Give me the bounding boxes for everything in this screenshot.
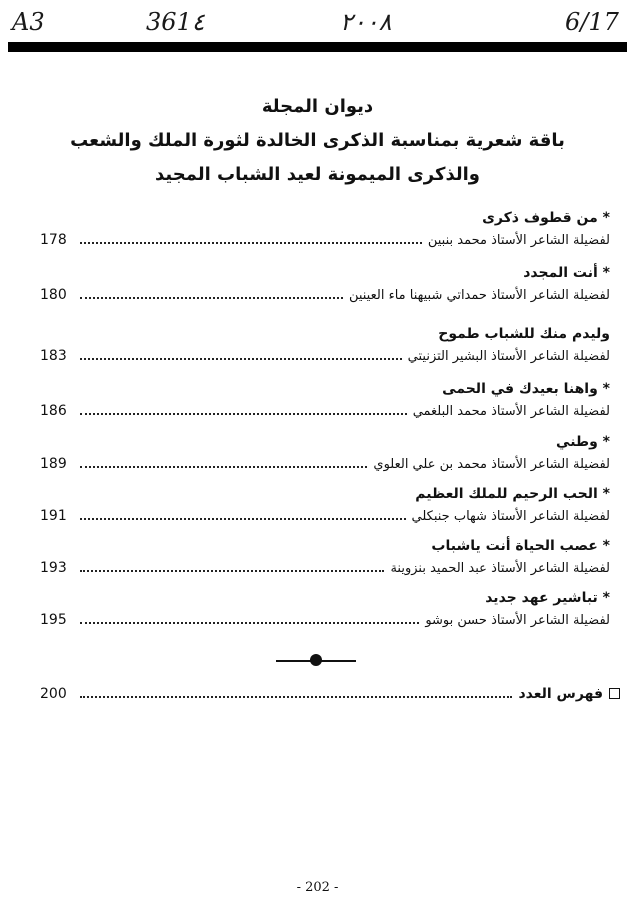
- page-footer-number: - 202 -: [296, 880, 339, 895]
- dot-leader: [80, 466, 367, 468]
- toc-entry[interactable]: [40, 486, 610, 524]
- toc-entry[interactable]: [40, 381, 610, 419]
- page-number: 195: [40, 612, 67, 628]
- poem-title: * وطني: [556, 434, 610, 450]
- dot-leader: [80, 696, 512, 698]
- handwritten-ref: 6/17: [565, 8, 619, 36]
- toc-entry[interactable]: [40, 434, 610, 472]
- toc-entry[interactable]: [40, 210, 610, 248]
- handwritten-code: A3: [12, 8, 45, 36]
- poet-name: لفضيلة الشاعر الأستاذ محمد البلغمي: [412, 404, 610, 419]
- poem-title: * أنت المجدد: [523, 265, 610, 281]
- page-number: 191: [40, 508, 67, 524]
- page-number: 189: [40, 456, 67, 472]
- handwritten-number: 361٤: [146, 8, 205, 36]
- poem-title: * عصب الحياة أنت ياشباب: [431, 538, 610, 554]
- dot-leader: [80, 622, 419, 624]
- poem-title: * من قطوف ذكرى: [482, 210, 610, 226]
- index-label: فهرس العدد: [518, 686, 603, 702]
- section-title: ديوان المجلة: [261, 96, 374, 117]
- poet-name: لفضيلة الشاعر الأستاذ البشير التزنيتي: [407, 349, 610, 364]
- page-number: 186: [40, 403, 67, 419]
- dot-leader: [80, 413, 407, 415]
- dot-leader: [80, 297, 343, 299]
- dot-leader: [80, 518, 406, 520]
- page-number: 193: [40, 560, 67, 576]
- toc-entry[interactable]: [40, 326, 610, 364]
- header-rule: [8, 42, 627, 52]
- separator-dot: [310, 654, 322, 666]
- section-separator: [276, 654, 356, 668]
- poet-name: لفضيلة الشاعر الأستاذ حسن بوشو: [425, 613, 610, 628]
- dot-leader: [80, 570, 384, 572]
- poem-title: * واهنا بعيدك في الحمى: [442, 381, 610, 397]
- dot-leader: [80, 242, 422, 244]
- section-subtitle-2: والذكرى الميمونة لعيد الشباب المجيد: [155, 164, 480, 185]
- square-bullet-icon: [609, 688, 620, 699]
- page-number: 178: [40, 232, 67, 248]
- poet-name: لفضيلة الشاعر الأستاذ شهاب جنبكلي: [411, 509, 610, 524]
- section-subtitle: باقة شعرية بمناسبة الذكرى الخالدة لثورة الملك والشعب: [70, 130, 565, 151]
- index-entry[interactable]: [40, 686, 620, 702]
- poem-title: * الحب الرحيم للملك العظيم: [415, 486, 610, 502]
- poet-name: لفضيلة الشاعر الأستاذ حمداتي شبيهنا ماء العينين: [348, 288, 610, 303]
- poem-title: * تباشير عهد جديد: [485, 590, 610, 606]
- toc-entry[interactable]: [40, 265, 610, 303]
- page-number: 180: [40, 287, 67, 303]
- poet-name: لفضيلة الشاعر الأستاذ محمد بنبين: [427, 233, 610, 248]
- poet-name: لفضيلة الشاعر الأستاذ محمد بن علي العلوي: [373, 457, 610, 472]
- handwritten-year: ٢٠٠٨: [340, 8, 392, 36]
- toc-entry[interactable]: [40, 590, 610, 628]
- toc-entry[interactable]: [40, 538, 610, 576]
- poem-title: وليدم منك للشباب طموح: [438, 326, 610, 342]
- poet-name: لفضيلة الشاعر الأستاذ عبد الحميد بنزوينة: [390, 561, 610, 576]
- page-number: 200: [40, 686, 67, 702]
- page-number: 183: [40, 348, 67, 364]
- dot-leader: [80, 358, 402, 360]
